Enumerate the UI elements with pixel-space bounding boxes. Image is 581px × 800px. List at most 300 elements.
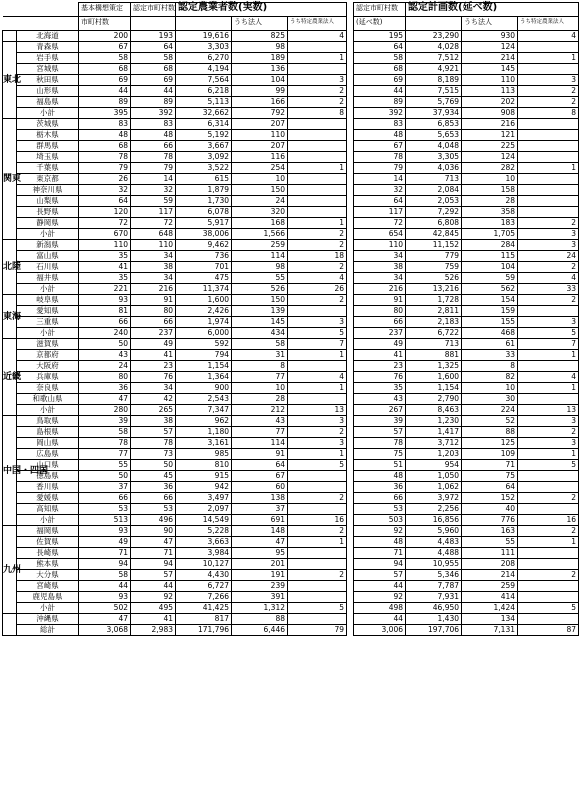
cell-value: 7,515 (406, 86, 462, 97)
cell-value: 39 (354, 416, 406, 427)
cell-value: 95 (232, 548, 288, 559)
cell-value: 31 (232, 350, 288, 361)
cell-value: 80 (354, 306, 406, 317)
cell-value (518, 548, 579, 559)
table-row (3, 372, 579, 383)
table-row (3, 537, 579, 548)
cell-value: 41 (79, 262, 131, 273)
cell-value (518, 482, 579, 493)
cell-value: 90 (131, 526, 176, 537)
cell-value: 1,879 (176, 185, 232, 196)
cell-value: 4 (288, 372, 347, 383)
cell-value: 125 (462, 438, 518, 449)
cell-value: 124 (462, 42, 518, 53)
cell-value: 284 (462, 240, 518, 251)
cell-value: 150 (232, 295, 288, 306)
table-row (3, 383, 579, 394)
cell-value (288, 152, 347, 163)
cell-value: 3,092 (176, 152, 232, 163)
cell-value: 5,653 (406, 130, 462, 141)
table-row (3, 273, 579, 284)
cell-value: 71 (79, 548, 131, 559)
cell-value: 202 (462, 97, 518, 108)
cell-value: 4,028 (406, 42, 462, 53)
cell-value: 1 (518, 537, 579, 548)
cell-value: 35 (79, 273, 131, 284)
cell-value: 2,543 (176, 394, 232, 405)
cell-value: 6,722 (406, 328, 462, 339)
cell-value: 2,256 (406, 504, 462, 515)
cell-value (518, 394, 579, 405)
prefecture-name: 埼玉県 (17, 152, 79, 163)
cell-value: 134 (462, 614, 518, 625)
prefecture-name: 香川県 (17, 482, 79, 493)
cell-value: 61 (462, 339, 518, 350)
cell-value: 79 (288, 625, 347, 636)
cell-value: 4 (518, 372, 579, 383)
subheader-corporations: うち法人 (232, 17, 288, 31)
cell-value: 47 (131, 537, 176, 548)
cell-value: 3,497 (176, 493, 232, 504)
cell-value: 513 (79, 515, 131, 526)
prefecture-name: 福島県 (17, 97, 79, 108)
cell-value: 810 (176, 460, 232, 471)
cell-value: 66 (354, 493, 406, 504)
cell-value: 1,050 (406, 471, 462, 482)
cell-value: 69 (354, 75, 406, 86)
cell-value: 14 (354, 174, 406, 185)
cell-value: 900 (176, 383, 232, 394)
cell-value: 3 (518, 317, 579, 328)
cell-value: 138 (232, 493, 288, 504)
cell-value: 57 (354, 570, 406, 581)
table-row (3, 163, 579, 174)
cell-value (518, 119, 579, 130)
cell-value (288, 141, 347, 152)
cell-value: 66 (131, 493, 176, 504)
cell-value: 58 (232, 339, 288, 350)
cell-value: 38 (131, 262, 176, 273)
cell-value: 14,549 (176, 515, 232, 526)
cell-value: 212 (232, 405, 288, 416)
cell-value: 58 (79, 53, 131, 64)
table-row (3, 328, 579, 339)
cell-value: 68 (79, 141, 131, 152)
cell-value: 221 (79, 284, 131, 295)
cell-value: 1,180 (176, 427, 232, 438)
cell-value: 4,483 (406, 537, 462, 548)
cell-value: 35 (354, 383, 406, 394)
cell-value: 48 (354, 471, 406, 482)
cell-value (518, 559, 579, 570)
cell-value: 817 (176, 614, 232, 625)
cell-value: 930 (462, 31, 518, 42)
cell-value: 19,616 (176, 31, 232, 42)
prefecture-name: 佐賀県 (17, 537, 79, 548)
cell-value: 110 (232, 130, 288, 141)
cell-value: 120 (79, 207, 131, 218)
cell-value: 7,512 (406, 53, 462, 64)
cell-value: 414 (462, 592, 518, 603)
cell-value: 6,078 (176, 207, 232, 218)
cell-value: 53 (79, 504, 131, 515)
cell-value: 4,048 (406, 141, 462, 152)
cell-value: 168 (232, 218, 288, 229)
table-row (3, 152, 579, 163)
cell-value: 392 (131, 108, 176, 119)
cell-value: 779 (406, 251, 462, 262)
cell-value: 40 (462, 504, 518, 515)
cell-value: 191 (232, 570, 288, 581)
cell-value: 2 (518, 97, 579, 108)
cell-value: 391 (232, 592, 288, 603)
cell-value: 7,347 (176, 405, 232, 416)
cell-value: 26 (79, 174, 131, 185)
cell-value: 44 (354, 614, 406, 625)
prefecture-name: 群馬県 (17, 141, 79, 152)
cell-value: 115 (462, 251, 518, 262)
cell-value: 64 (131, 42, 176, 53)
prefecture-name: 北海道 (17, 31, 79, 42)
cell-value: 18 (288, 251, 347, 262)
cell-value: 915 (176, 471, 232, 482)
cell-value: 1 (288, 163, 347, 174)
cell-value (518, 64, 579, 75)
cell-value: 1 (518, 383, 579, 394)
cell-value: 39 (79, 416, 131, 427)
cell-value (518, 207, 579, 218)
cell-value: 4 (288, 273, 347, 284)
table-row (3, 119, 579, 130)
cell-value: 4,430 (176, 570, 232, 581)
cell-value: 55 (232, 273, 288, 284)
table-row (3, 361, 579, 372)
subheader-corporations-2: うち法人 (462, 17, 518, 31)
cell-value: 33 (462, 350, 518, 361)
cell-value: 88 (462, 427, 518, 438)
cell-value (288, 119, 347, 130)
cell-value (288, 548, 347, 559)
table-row (3, 592, 579, 603)
prefecture-name: 小計 (17, 284, 79, 295)
cell-value: 395 (79, 108, 131, 119)
cell-value (288, 559, 347, 570)
cell-value: 1 (518, 449, 579, 460)
cell-value: 6,853 (406, 119, 462, 130)
cell-value: 87 (518, 625, 579, 636)
cell-value: 57 (131, 427, 176, 438)
cell-value: 43 (354, 394, 406, 405)
cell-value: 5,192 (176, 130, 232, 141)
cell-value: 37 (79, 482, 131, 493)
cell-value: 41 (354, 350, 406, 361)
cell-value: 2 (288, 526, 347, 537)
cell-value: 1,424 (462, 603, 518, 614)
header-certified-farmers: 認定農業者数(実数) (176, 3, 347, 17)
cell-value: 320 (232, 207, 288, 218)
cell-value: 75 (462, 471, 518, 482)
cell-value: 4 (518, 273, 579, 284)
cell-value: 2 (518, 570, 579, 581)
cell-value: 200 (79, 31, 131, 42)
cell-value: 1,430 (406, 614, 462, 625)
cell-value: 237 (354, 328, 406, 339)
prefecture-name: 新潟県 (17, 240, 79, 251)
cell-value: 195 (354, 31, 406, 42)
cell-value: 53 (354, 504, 406, 515)
cell-value: 670 (79, 229, 131, 240)
region-label: 東北 (3, 42, 17, 119)
cell-value: 52 (462, 416, 518, 427)
prefecture-name: 岩手県 (17, 53, 79, 64)
cell-value (288, 185, 347, 196)
cell-value: 46,950 (406, 603, 462, 614)
cell-value: 114 (232, 251, 288, 262)
cell-value: 32,662 (176, 108, 232, 119)
cell-value: 78 (354, 152, 406, 163)
table-row (3, 625, 579, 636)
prefecture-name: 小計 (17, 328, 79, 339)
cell-value: 93 (79, 295, 131, 306)
cell-value: 66 (354, 317, 406, 328)
cell-value: 1,600 (176, 295, 232, 306)
cell-value (518, 174, 579, 185)
cell-value: 2 (288, 229, 347, 240)
cell-value: 42,845 (406, 229, 462, 240)
subheader-municipalities: 市町村数 (79, 17, 131, 31)
cell-value: 214 (462, 53, 518, 64)
cell-value: 3,663 (176, 537, 232, 548)
cell-value: 64 (79, 196, 131, 207)
cell-value: 8 (462, 361, 518, 372)
cell-value: 1,417 (406, 427, 462, 438)
table-row (3, 31, 579, 42)
cell-value: 72 (131, 218, 176, 229)
cell-value: 3,972 (406, 493, 462, 504)
region-label: 近畿 (3, 339, 17, 416)
table-row (3, 449, 579, 460)
cell-value: 2 (288, 262, 347, 273)
table-row (3, 460, 579, 471)
cell-value: 201 (232, 559, 288, 570)
prefecture-name: 宮崎県 (17, 581, 79, 592)
cell-value: 2 (518, 526, 579, 537)
cell-value: 34 (354, 251, 406, 262)
cell-value: 136 (232, 64, 288, 75)
cell-value: 8 (232, 361, 288, 372)
cell-value: 34 (354, 273, 406, 284)
table-row (3, 64, 579, 75)
cell-value: 159 (462, 306, 518, 317)
cell-value: 78 (79, 438, 131, 449)
cell-value: 32 (79, 185, 131, 196)
cell-value: 3,303 (176, 42, 232, 53)
cell-value: 37,934 (406, 108, 462, 119)
table-row (3, 548, 579, 559)
cell-value: 503 (354, 515, 406, 526)
cell-value: 34 (131, 273, 176, 284)
cell-value (288, 207, 347, 218)
cell-value: 265 (131, 405, 176, 416)
table-row (3, 339, 579, 350)
cell-value: 79 (131, 163, 176, 174)
prefecture-name: 青森県 (17, 42, 79, 53)
cell-value: 43 (232, 416, 288, 427)
cell-value: 2 (288, 493, 347, 504)
cell-value: 58 (354, 53, 406, 64)
table-row (3, 317, 579, 328)
cell-value: 1,154 (406, 383, 462, 394)
cell-value: 49 (79, 537, 131, 548)
cell-value: 121 (462, 130, 518, 141)
cell-value: 23 (131, 361, 176, 372)
prefecture-name: 総計 (17, 625, 79, 636)
prefecture-name: 石川県 (17, 262, 79, 273)
cell-value: 8 (518, 108, 579, 119)
table-row (3, 174, 579, 185)
cell-value: 3 (518, 229, 579, 240)
cell-value: 240 (79, 328, 131, 339)
cell-value (518, 141, 579, 152)
cell-value: 59 (462, 273, 518, 284)
cell-value: 1,062 (406, 482, 462, 493)
cell-value: 5 (288, 460, 347, 471)
cell-value: 562 (462, 284, 518, 295)
cell-value: 32 (354, 185, 406, 196)
cell-value: 1,312 (232, 603, 288, 614)
prefecture-name: 熊本県 (17, 559, 79, 570)
prefecture-name: 兵庫県 (17, 372, 79, 383)
cell-value: 4,036 (406, 163, 462, 174)
cell-value: 6,446 (232, 625, 288, 636)
cell-value: 392 (354, 108, 406, 119)
prefecture-name: 山口県 (17, 460, 79, 471)
cell-value: 37 (232, 504, 288, 515)
cell-value: 89 (131, 97, 176, 108)
cell-value: 72 (79, 218, 131, 229)
cell-value: 110 (131, 240, 176, 251)
cell-value: 4 (288, 31, 347, 42)
table-row (3, 251, 579, 262)
cell-value: 98 (232, 42, 288, 53)
cell-value: 7,292 (406, 207, 462, 218)
prefecture-name: 小計 (17, 603, 79, 614)
cell-value: 502 (79, 603, 131, 614)
cell-value: 33 (518, 284, 579, 295)
subheader-cumulative: (延べ数) (354, 17, 406, 31)
cell-value: 68 (131, 64, 176, 75)
table-row (3, 570, 579, 581)
cell-value: 1 (288, 449, 347, 460)
cell-value: 475 (176, 273, 232, 284)
cell-value: 3,667 (176, 141, 232, 152)
cell-value: 78 (79, 152, 131, 163)
cell-value: 57 (354, 427, 406, 438)
cell-value: 280 (79, 405, 131, 416)
cell-value: 23 (354, 361, 406, 372)
cell-value: 7 (518, 339, 579, 350)
cell-value: 66 (79, 317, 131, 328)
cell-value: 79 (354, 163, 406, 174)
cell-value: 69 (79, 75, 131, 86)
cell-value: 26 (288, 284, 347, 295)
cell-value: 83 (354, 119, 406, 130)
cell-value: 5,917 (176, 218, 232, 229)
agri-table (2, 2, 579, 636)
cell-value: 44 (79, 581, 131, 592)
cell-value: 104 (462, 262, 518, 273)
table-row (3, 427, 579, 438)
region-label (3, 31, 17, 42)
cell-value: 10,955 (406, 559, 462, 570)
cell-value: 654 (354, 229, 406, 240)
cell-value: 55 (462, 537, 518, 548)
cell-value: 58 (79, 427, 131, 438)
subheader-specific-corporations-2: うち特定農業法人 (518, 17, 579, 31)
prefecture-name: 大分県 (17, 570, 79, 581)
table-row (3, 471, 579, 482)
cell-value (288, 581, 347, 592)
cell-value: 28 (232, 394, 288, 405)
cell-value: 648 (131, 229, 176, 240)
cell-value: 94 (131, 559, 176, 570)
cell-value: 44 (131, 86, 176, 97)
cell-value: 93 (79, 526, 131, 537)
cell-value: 207 (232, 141, 288, 152)
cell-value: 66 (131, 141, 176, 152)
cell-value: 5 (518, 460, 579, 471)
cell-value: 110 (79, 240, 131, 251)
cell-value: 208 (462, 559, 518, 570)
cell-value: 4,488 (406, 548, 462, 559)
cell-value (518, 471, 579, 482)
cell-value: 2,983 (131, 625, 176, 636)
cell-value: 6,270 (176, 53, 232, 64)
cell-value: 68 (354, 64, 406, 75)
cell-value: 216 (354, 284, 406, 295)
cell-value: 3 (288, 75, 347, 86)
cell-value: 2,426 (176, 306, 232, 317)
cell-value: 526 (232, 284, 288, 295)
prefecture-name: 鳥取県 (17, 416, 79, 427)
cell-value: 239 (232, 581, 288, 592)
cell-value: 41 (131, 350, 176, 361)
table-row (3, 438, 579, 449)
prefecture-name: 岡山県 (17, 438, 79, 449)
cell-value: 50 (79, 339, 131, 350)
region-label: 中国・四国 (3, 416, 17, 526)
cell-value: 3,984 (176, 548, 232, 559)
cell-value: 1,203 (406, 449, 462, 460)
cell-value: 47 (232, 537, 288, 548)
cell-value: 10 (232, 383, 288, 394)
cell-value (518, 130, 579, 141)
cell-value: 189 (232, 53, 288, 64)
cell-value: 10 (232, 174, 288, 185)
cell-value: 32 (131, 185, 176, 196)
cell-value: 16 (288, 515, 347, 526)
cell-value: 592 (176, 339, 232, 350)
prefecture-name: 高知県 (17, 504, 79, 515)
table-row (3, 416, 579, 427)
table-row (3, 262, 579, 273)
cell-value: 2 (288, 97, 347, 108)
cell-value: 116 (232, 152, 288, 163)
cell-value: 224 (462, 405, 518, 416)
table-row (3, 581, 579, 592)
cell-value: 69 (131, 75, 176, 86)
cell-value (518, 361, 579, 372)
